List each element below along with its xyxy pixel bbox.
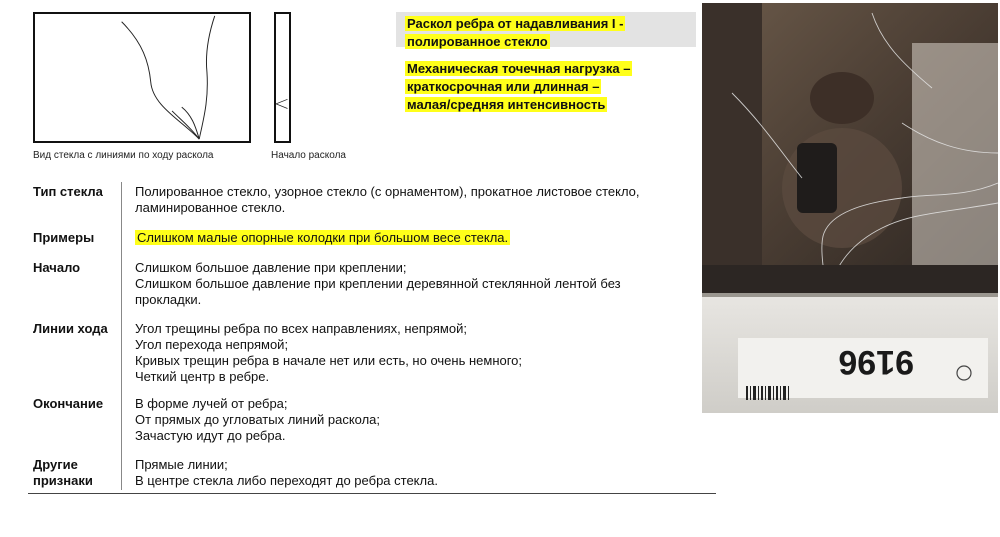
row-text-crack-lines xyxy=(135,321,723,385)
subtitle-line-2: краткосрочная или длинная – xyxy=(407,79,600,94)
row-label-other-signs xyxy=(33,457,121,489)
glass-face-diagram xyxy=(33,12,251,143)
section-title xyxy=(396,12,696,47)
row-line: ламинированное стекло. xyxy=(135,200,286,215)
row-line: Четкий центр в ребре. xyxy=(135,369,270,384)
row-label-examples: Примеры xyxy=(33,230,95,245)
row-line: В форме лучей от ребра; xyxy=(135,396,288,411)
row-line: Кривых трещин ребра в начале нет или есть, но очень немного; xyxy=(135,353,523,368)
row-label-line: признаки xyxy=(33,473,93,488)
crack-lines-drawing xyxy=(35,14,249,141)
section-subtitle xyxy=(396,60,696,114)
photo-illustration xyxy=(702,3,998,413)
row-label-origin: Начало xyxy=(33,260,81,275)
row-text-origin xyxy=(135,260,723,308)
bottom-rule xyxy=(28,493,716,494)
row-line-highlighted: Слишком малые опорные колодки при большом весе стекла. xyxy=(137,230,509,245)
cracked-glass-photo xyxy=(702,3,998,413)
title-line-1: Раскол ребра от надавливания I - xyxy=(407,16,624,31)
row-line: Зачастую идут до ребра. xyxy=(135,428,286,443)
diagram-caption-face: Вид стекла с линиями по ходу раскола xyxy=(33,150,214,161)
row-line: Угол перехода непрямой; xyxy=(135,337,289,352)
row-line: От прямых до угловатых линий раскола; xyxy=(135,412,381,427)
row-text-other-signs xyxy=(135,457,723,489)
row-line: Прямые линии; xyxy=(135,457,228,472)
row-line: Слишком большое давление при креплении деревянной стеклянной лентой без xyxy=(135,276,621,291)
row-label-crack-lines: Линии хода xyxy=(33,321,108,336)
row-line: В центре стекла либо переходят до ребра стекла. xyxy=(135,473,438,488)
row-text-examples xyxy=(135,230,723,246)
row-text-ending xyxy=(135,396,723,444)
title-line-2: полированное стекло xyxy=(407,34,548,49)
subtitle-line-1: Механическая точечная нагрузка – xyxy=(407,61,631,76)
row-line: Слишком большое давление при креплении; xyxy=(135,260,407,275)
row-text-glass-type xyxy=(135,184,723,216)
row-label-ending: Окончание xyxy=(33,396,104,411)
subtitle-line-3: малая/средняя интенсивность xyxy=(407,97,606,112)
row-line: Полированное стекло, узорное стекло (с орнаментом), прокатное листовое стекло, xyxy=(135,184,640,199)
row-label-line: Другие xyxy=(33,457,78,472)
crack-origin-drawing xyxy=(276,14,289,141)
row-line: прокладки. xyxy=(135,292,202,307)
table-divider xyxy=(121,182,122,490)
glass-edge-diagram xyxy=(274,12,291,143)
diagram-caption-edge: Начало раскола xyxy=(271,150,346,161)
sticker-number: 9196 xyxy=(838,343,914,381)
row-label-glass-type: Тип стекла xyxy=(33,184,103,199)
row-line: Угол трещины ребра по всех направлениях, непрямой; xyxy=(135,321,467,336)
